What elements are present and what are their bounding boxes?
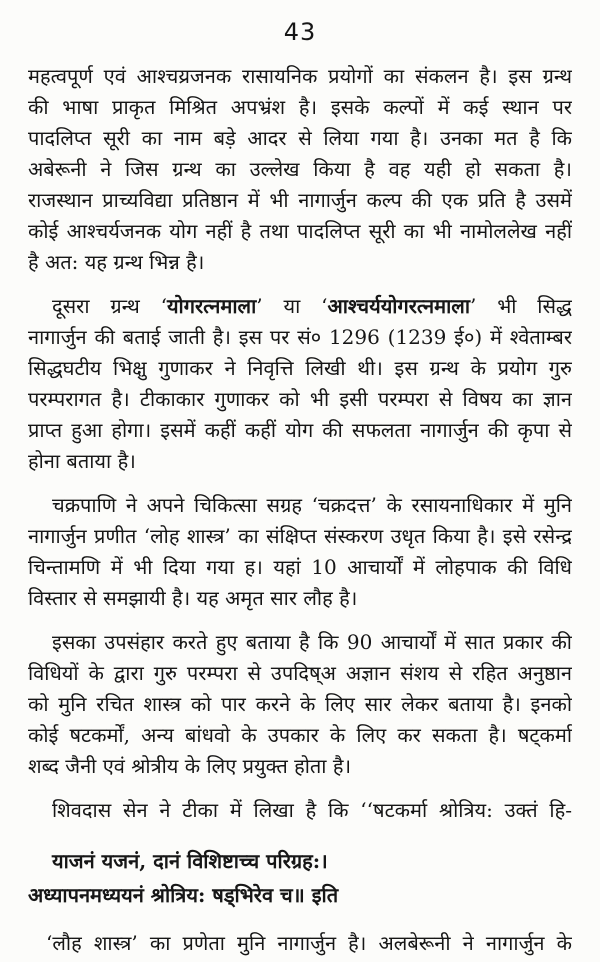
text-segment: नागार्जुन प्रणीत ‘लोह शास्त्र’ का संक्षिप्त संस्करण उधृत किया है। इसे रसेन्द्र xyxy=(28,524,572,548)
text-segment: शिवदास सेन ने टीका में लिखा है कि ‘‘षटकर्मा श्रोत्रिय: उक्तं हि- xyxy=(52,798,572,822)
text-line xyxy=(28,751,572,782)
text-segment: चिन्तामणि में भी दिया गया ह। यहां 10 आचार्यों में लोहपाक की विधि xyxy=(28,555,572,579)
bold-text-segment: योगरत्नमाला xyxy=(166,294,257,318)
text-line xyxy=(28,658,572,689)
page-number: 43 xyxy=(283,18,317,46)
verse xyxy=(28,844,572,912)
text-segment: दूसरा ग्रन्थ ‘ xyxy=(52,294,167,318)
text-line xyxy=(28,720,572,751)
text-body xyxy=(28,61,572,959)
text-line xyxy=(28,878,572,912)
text-segment: ’ भी सिद्ध xyxy=(470,294,572,318)
text-segment: नागार्जुन की बताई जाती है। इस पर सं० 1296 (1239 ई०) में श्वेताम्बर xyxy=(28,325,572,349)
text-segment: महत्वपूर्ण एवं आश्चय्रजनक रासायनिक प्रयोगों का संकलन है। इस ग्रन्थ xyxy=(28,64,572,88)
text-line xyxy=(28,185,572,216)
text-line xyxy=(28,446,572,477)
text-line xyxy=(28,627,572,658)
text-line xyxy=(28,844,572,878)
bold-text-segment: आश्चर्ययोगरत्नमाला xyxy=(327,294,471,318)
text-line xyxy=(28,154,572,185)
text-segment: शब्द जैनी एवं श्रोत्रीय के लिए प्रयुक्त होता है। xyxy=(28,754,352,778)
text-line xyxy=(28,353,572,384)
text-segment: कोई आश्चर्यजनक योग नहीं है तथा पादलिप्त सूरी का भी नामोललेख नहीं xyxy=(28,219,572,243)
text-segment: विधियों के द्वारा गुरु परम्परा से उपदिष्अ अज्ञान संशय से रहित अनुष्ठान xyxy=(28,661,572,685)
text-line xyxy=(28,928,572,959)
bold-text-segment: अध्यापनमध्ययनं श्रोत्रिय: षड्भिरेव च॥ इति xyxy=(28,883,339,907)
text-segment: की भाषा प्राकृत मिश्रित अपभ्रंश है। इसके कल्पों में कई स्थान पर xyxy=(28,95,572,119)
text-segment: परम्परागत है। टीकाकार गुणाकर को भी इसी परम्परा से विषय का ज्ञान xyxy=(28,387,572,411)
text-segment: है अत: यह ग्रन्थ भिन्न है। xyxy=(28,250,205,274)
paragraph-4 xyxy=(28,627,572,782)
text-segment: ’ या ‘ xyxy=(256,294,328,318)
text-line xyxy=(28,521,572,552)
text-line xyxy=(28,583,572,614)
text-line xyxy=(28,322,572,353)
text-line xyxy=(28,247,572,278)
text-segment: विस्तार से समझायी है। यह अमृत सार लौह है। xyxy=(28,586,358,610)
text-line xyxy=(28,61,572,92)
text-line xyxy=(28,689,572,720)
text-segment: इसका उपसंहार करते हुए बताया है कि 90 आचार्यों में सात प्रकार की xyxy=(52,630,572,654)
text-segment: को मुनि रचित शास्त्र को पार करने के लिए सार लेकर बताया है। इनको xyxy=(28,692,572,716)
text-line xyxy=(28,216,572,247)
text-segment: होना बताया है। xyxy=(28,449,136,473)
text-segment: कोई षटकर्मों, अन्य बांधवो के उपकार के लिए कर सकता है। षट्कर्मा xyxy=(28,723,572,747)
paragraph-6 xyxy=(28,928,572,959)
paragraph-5 xyxy=(28,795,572,826)
text-line xyxy=(28,415,572,446)
text-line xyxy=(28,123,572,154)
text-line xyxy=(28,552,572,583)
text-segment: चक्रपाणि ने अपने चिकित्सा सग्रह ‘चक्रदत्त’ के रसायनाधिकार में मुनि xyxy=(52,493,572,517)
text-segment: प्राप्त हुआ होगा। इसमें कहीं कहीं योग की सफलता नागार्जुन की कृपा से xyxy=(28,418,572,442)
text-segment: सिद्धघटीय भिक्षु गुणाकर ने निवृत्ति लिखी थी। इस ग्रन्थ के प्रयोग गुरु xyxy=(28,356,572,380)
bold-text-segment: याजनं यजनं, दानं विशिष्टाच्च परिग्रह:। xyxy=(52,849,328,873)
text-line xyxy=(28,490,572,521)
paragraph-1 xyxy=(28,61,572,278)
paragraph-2 xyxy=(28,291,572,477)
text-segment: ‘लौह शास्त्र’ का प्रणेता मुनि नागार्जुन है। अलबेरूनी ने नागार्जुन के xyxy=(46,931,572,955)
text-line xyxy=(28,795,572,826)
text-line xyxy=(28,92,572,123)
paragraph-3 xyxy=(28,490,572,614)
text-segment: अबेरूनी ने जिस ग्रन्थ का उल्लेख किया है वह यही हो सकता है। xyxy=(28,157,572,181)
text-segment: पादलिप्त सूरी का नाम बड़े आदर से लिया गया है। उनका मत है कि xyxy=(28,126,572,150)
text-line xyxy=(28,384,572,415)
text-line xyxy=(28,291,572,322)
text-segment: राजस्थान प्राच्यविद्या प्रतिष्ठान में भी नागार्जुन कल्प की एक प्रति है उसमें xyxy=(28,188,572,212)
